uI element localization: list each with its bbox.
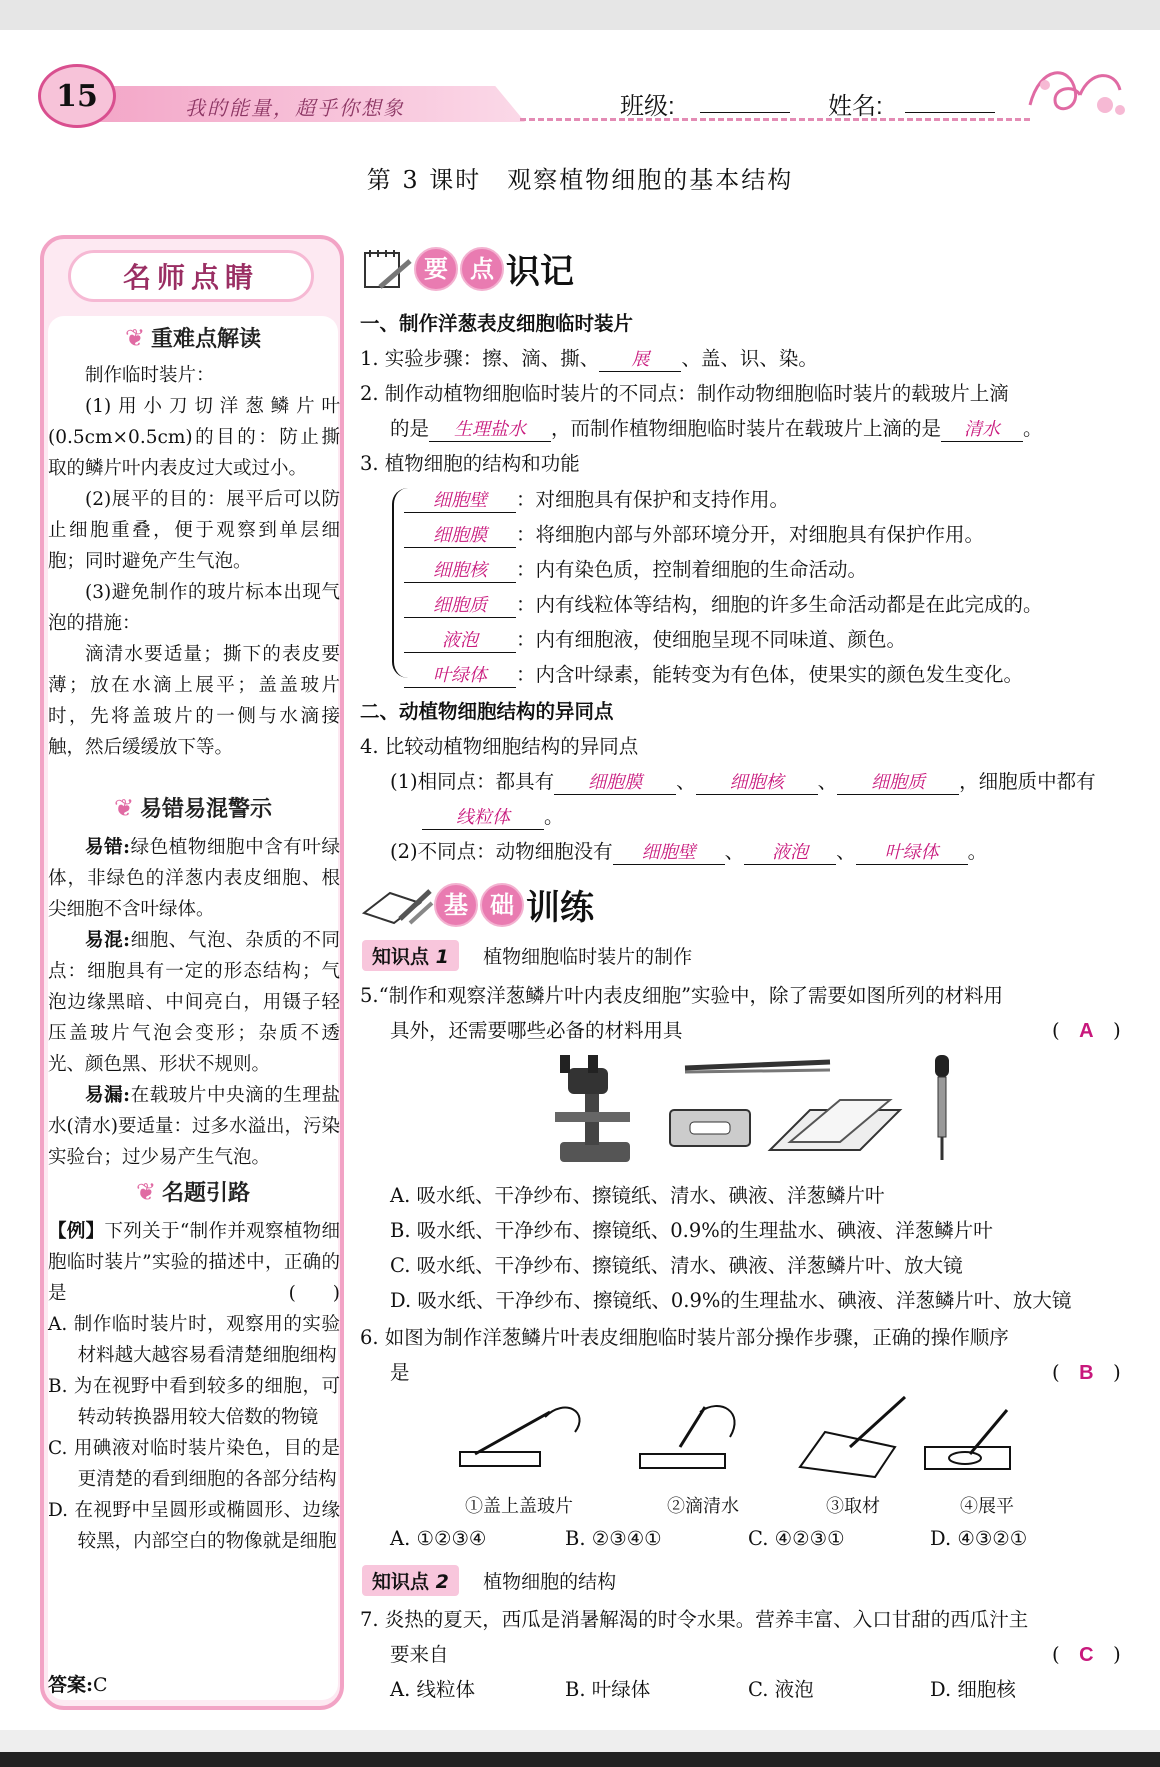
class-blank — [700, 112, 790, 113]
class-label: 班级: — [620, 93, 675, 120]
top-margin — [0, 0, 1160, 30]
structure-row: 细胞膜 ：将细胞内部与外部环境分开，对细胞具有保护作用。 — [404, 519, 984, 548]
q6-caption-4: ④展平 — [960, 1496, 1014, 1517]
section-title: 名题引路 — [162, 1181, 251, 1206]
knowledge-point-2: 知识点 2 植物细胞的结构 — [362, 1565, 616, 1596]
structure-row: 细胞质 ：内有线粒体等结构，细胞的许多生命活动都是在此完成的。 — [404, 589, 1043, 618]
q5-equipment-illustration — [530, 1050, 980, 1170]
q7-option-a: A. 线粒体 — [390, 1678, 475, 1701]
q6-caption-1: ①盖上盖玻片 — [465, 1496, 573, 1517]
part1-title: 一、制作洋葱表皮细胞临时装片 — [360, 312, 634, 335]
q6-option-b: B. ②③④① — [565, 1527, 662, 1550]
q7-option-b: B. 叶绿体 — [565, 1678, 651, 1701]
spread-flat-step-icon — [925, 1410, 1010, 1469]
butterfly-icon: ❦ — [124, 324, 146, 352]
cover-slip-step-icon — [460, 1408, 580, 1466]
flourish-ornament-icon — [1020, 55, 1130, 125]
structure-row: 细胞壁 ：对细胞具有保护和支持作用。 — [404, 484, 789, 513]
q5-line1: 5.“制作和观察洋葱鳞片叶内表皮细胞”实验中，除了需要如图所列的材料用 — [360, 984, 1004, 1007]
q6-steps-illustration — [455, 1392, 1015, 1482]
glass-slides-icon — [770, 1100, 900, 1150]
q5-option-c: C. 吸水纸、干净纱布、擦镜纸、清水、碘液、洋葱鳞片叶、放大镜 — [390, 1254, 963, 1277]
section-title: 重难点解读 — [151, 327, 262, 352]
page-number: 15 — [38, 64, 116, 128]
q4-same-2: 线粒体 。 — [422, 801, 564, 830]
notebook-pencil-icon — [362, 247, 414, 291]
q7-option-d: D. 细胞核 — [930, 1678, 1016, 1701]
lesson-title: 第 3 课时 观察植物细胞的基本结构 — [366, 166, 794, 194]
q5-answer: ( A ) — [1052, 1019, 1121, 1042]
knowledge-point-1: 知识点 1 植物细胞临时装片的制作 — [362, 940, 692, 971]
q6-answer: ( B ) — [1052, 1361, 1121, 1384]
q6-option-c: C. ④②③① — [748, 1527, 845, 1550]
q7-line1: 7. 炎热的夏天，西瓜是消暑解渴的时令水果。营养丰富、入口甘甜的西瓜汁主 — [360, 1608, 1029, 1631]
sidebar-banner: 名师点睛 — [68, 250, 314, 302]
tweezers-icon — [685, 1062, 830, 1072]
sidebar-answer: 答案:C — [48, 1674, 108, 1696]
q5-option-b: B. 吸水纸、干净纱布、擦镜纸、0.9%的生理盐水、碘液、洋葱鳞片叶 — [390, 1219, 993, 1242]
q5-option-d: D. 吸水纸、干净纱布、擦镜纸、0.9%的生理盐水、碘液、洋葱鳞片叶、放大镜 — [390, 1289, 1072, 1312]
notepad-pens-icon — [360, 883, 434, 927]
structure-row: 细胞核 ：内有染色质，控制着细胞的生命活动。 — [404, 554, 867, 583]
part2-title: 二、动植物细胞结构的异同点 — [360, 700, 614, 723]
drop-water-step-icon — [640, 1406, 735, 1468]
structure-row: 液泡 ：内有细胞液，使细胞呈现不同味道、颜色。 — [404, 624, 906, 653]
q6-line1: 6. 如图为制作洋葱鳞片叶表皮细胞临时装片部分操作步骤，正确的操作顺序 — [360, 1326, 1009, 1349]
q7-line2: 要来自 — [390, 1643, 449, 1666]
q6-line2: 是 — [390, 1361, 410, 1384]
sidebar-section-heading — [48, 1176, 338, 1210]
name-label: 姓名: — [828, 93, 883, 120]
structure-row: 叶绿体 ：内含叶绿素，能转变为有色体，使果实的颜色发生变化。 — [404, 659, 1023, 688]
q7-answer: ( C ) — [1052, 1643, 1121, 1666]
sidebar-section-heading — [48, 792, 338, 826]
butterfly-icon: ❦ — [113, 794, 135, 822]
q5-line2: 具外，还需要哪些必备的材料用具 — [390, 1019, 683, 1042]
sidebar-example: 【例】下列关于“制作并观察植物细胞临时装片”实验的描述中，正确的是 ( ) A. 制作临时装片时，观察用的实验材料越大越容易看清楚细胞细构 B. 为在视野中看到较多的细胞，可转动转换器用较大倍数的物镜 C. 用碘液对临时装片染色，目的是更清楚的看到细胞的各部分结构 D. 在视野中呈圆形或椭圆形、边缘较黑，内部空白的物像就是细胞 — [48, 1221, 340, 1552]
section-b-banner: 基 础 训练 — [360, 880, 594, 929]
sidebar-section1-text: 制作临时装片： (1)用小刀切洋葱鳞片叶(0.5cm×0.5cm)的目的：防止撕取的鳞片叶内表皮过大或过小。 (2)展平的目的：展平后可以防止细胞重叠，便于观察到单层细胞；同时避免产生气泡。 (3)避免制作的玻片标本出现气泡的措施： 滴清水要适量；撕下的表皮要薄；放在水滴上展平；盖盖玻片时，先将盖玻片的一侧与水滴接触，然后缓缓放下等。 — [48, 365, 340, 758]
q2-line2: 的是 生理盐水 ，而制作植物细胞临时装片在载玻片上滴的是 清水 。 — [390, 417, 1043, 440]
q5-option-a: A. 吸水纸、干净纱布、擦镜纸、清水、碘液、洋葱鳞片叶 — [390, 1184, 885, 1207]
q6-caption-2: ②滴清水 — [667, 1496, 739, 1517]
sidebar-section-heading — [48, 322, 338, 356]
q2-line1: 2. 制作动植物细胞临时装片的不同点：制作动物细胞临时装片的载玻片上滴 — [360, 382, 1009, 405]
q6-option-a: A. ①②③④ — [390, 1527, 487, 1550]
q3-title: 3. 植物细胞的结构和功能 — [360, 452, 580, 475]
q4-title: 4. 比较动植物细胞结构的异同点 — [360, 735, 639, 758]
razor-blade-icon — [670, 1110, 750, 1146]
q6-option-d: D. ④③②① — [930, 1527, 1028, 1550]
bottom-bar — [0, 1752, 1160, 1767]
butterfly-icon: ❦ — [135, 1178, 157, 1206]
slogan: 我的能量，超乎你想象 — [185, 96, 405, 120]
sidebar-section2-text: 易错:绿色植物细胞中含有叶绿体，非绿色的洋葱内表皮细胞、根尖细胞不含叶绿体。 易混:细胞、气泡、杂质的不同点：细胞具有一定的形态结构；气泡边缘黑暗、中间亮白，用镊子轻压盖玻片气泡会变形；杂质不透光、颜色黑、形状不规则。 易漏:在载玻片中央滴的生理盐水(清水)要适量：过多水溢出，污染实验台；过少易产生气泡。 — [48, 837, 340, 1168]
section-title: 易错易混警示 — [140, 797, 273, 822]
section-a-banner: 要 点 识记 — [362, 244, 574, 293]
q6-caption-3: ③取材 — [826, 1496, 880, 1517]
q4-same: (1)相同点：都具有 细胞膜 、 细胞核 、 细胞质 ，细胞质中都有 — [390, 770, 1096, 793]
take-material-step-icon — [800, 1397, 905, 1477]
q7-option-c: C. 液泡 — [748, 1678, 814, 1701]
name-blank — [905, 112, 995, 113]
q4-diff: (2)不同点：动物细胞没有 细胞壁 、 液泡 、 叶绿体 。 — [390, 840, 988, 863]
q1: 1. 实验步骤：擦、滴、撕、 展 、盖、识、染。 — [360, 347, 818, 370]
dropper-icon — [935, 1055, 949, 1160]
microscope-icon — [555, 1055, 630, 1162]
header-dashed-line — [520, 118, 1030, 121]
